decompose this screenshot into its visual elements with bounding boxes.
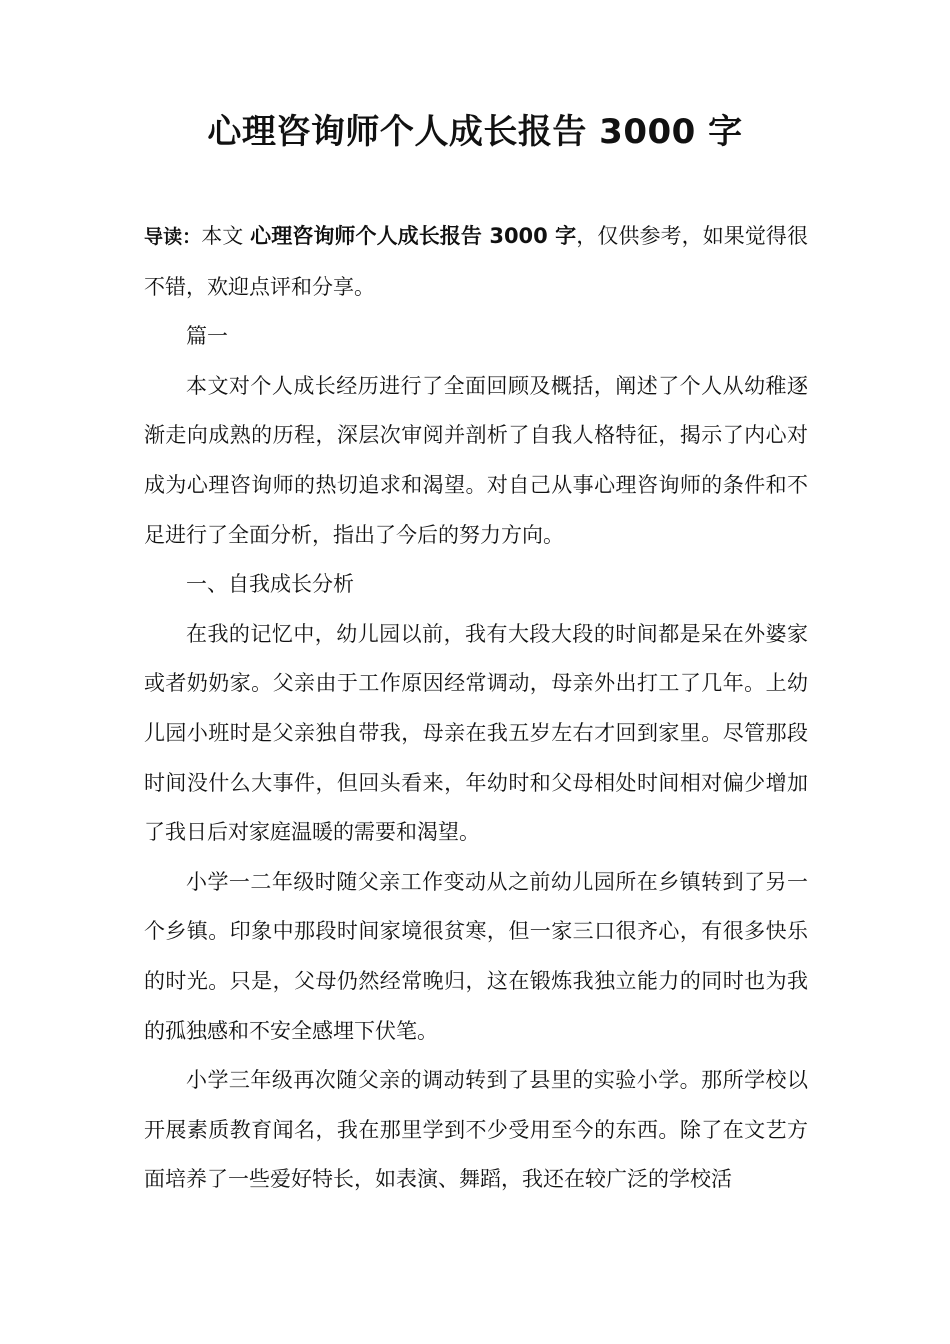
intro-before: 本文	[201, 224, 251, 248]
paragraph-primary-school: 小学一二年级时随父亲工作变动从之前幼儿园所在乡镇转到了另一个乡镇。印象中那段时间家境很贫寒，但一家三口很齐心，有很多快乐的时光。只是，父母仍然经常晚归，这在锻炼我独立能力的同时也为我的孤独感和不安全感埋下伏笔。	[144, 869, 808, 1043]
paragraph-abstract: 本文对个人成长经历进行了全面回顾及概括，阐述了个人从幼稚逐渐走向成熟的历程，深层次审阅并剖析了自我人格特征，揭示了内心对成为心理咨询师的热切追求和渴望。对自己从事心理咨询师的条件和不足进行了全面分析，指出了今后的努力方向。	[144, 373, 808, 547]
intro-emphasis: 心理咨询师个人成长报告 3000 字	[250, 224, 577, 248]
paragraph-experimental-school: 小学三年级再次随父亲的调动转到了县里的实验小学。那所学校以开展素质教育闻名，我在那里学到不少受用至今的东西。除了在文艺方面培养了一些爱好特长，如表演、舞蹈，我还在较广泛的学校活	[144, 1068, 808, 1192]
intro-after: ，仅供参考，如果觉得很不错，欢迎点评和分享。	[144, 224, 808, 299]
paragraph-early-childhood: 在我的记忆中，幼儿园以前，我有大段大段的时间都是呆在外婆家或者奶奶家。父亲由于工作原因经常调动，母亲外出打工了几年。上幼儿园小班时是父亲独自带我，母亲在我五岁左右才回到家里。尽管那段时间没什么大事件，但回头看来，年幼时和父母相处时间相对偏少增加了我日后对家庭温暖的需要和渴望。	[144, 621, 808, 845]
intro-paragraph	[144, 212, 808, 312]
document-title: 心理咨询师个人成长报告 3000 字	[207, 112, 743, 152]
section-heading-self-growth: 一、自我成长分析	[186, 572, 354, 597]
document-body	[144, 212, 808, 1205]
section-label-part-one: 篇一	[186, 324, 228, 349]
intro-lead: 导读：	[144, 226, 202, 248]
